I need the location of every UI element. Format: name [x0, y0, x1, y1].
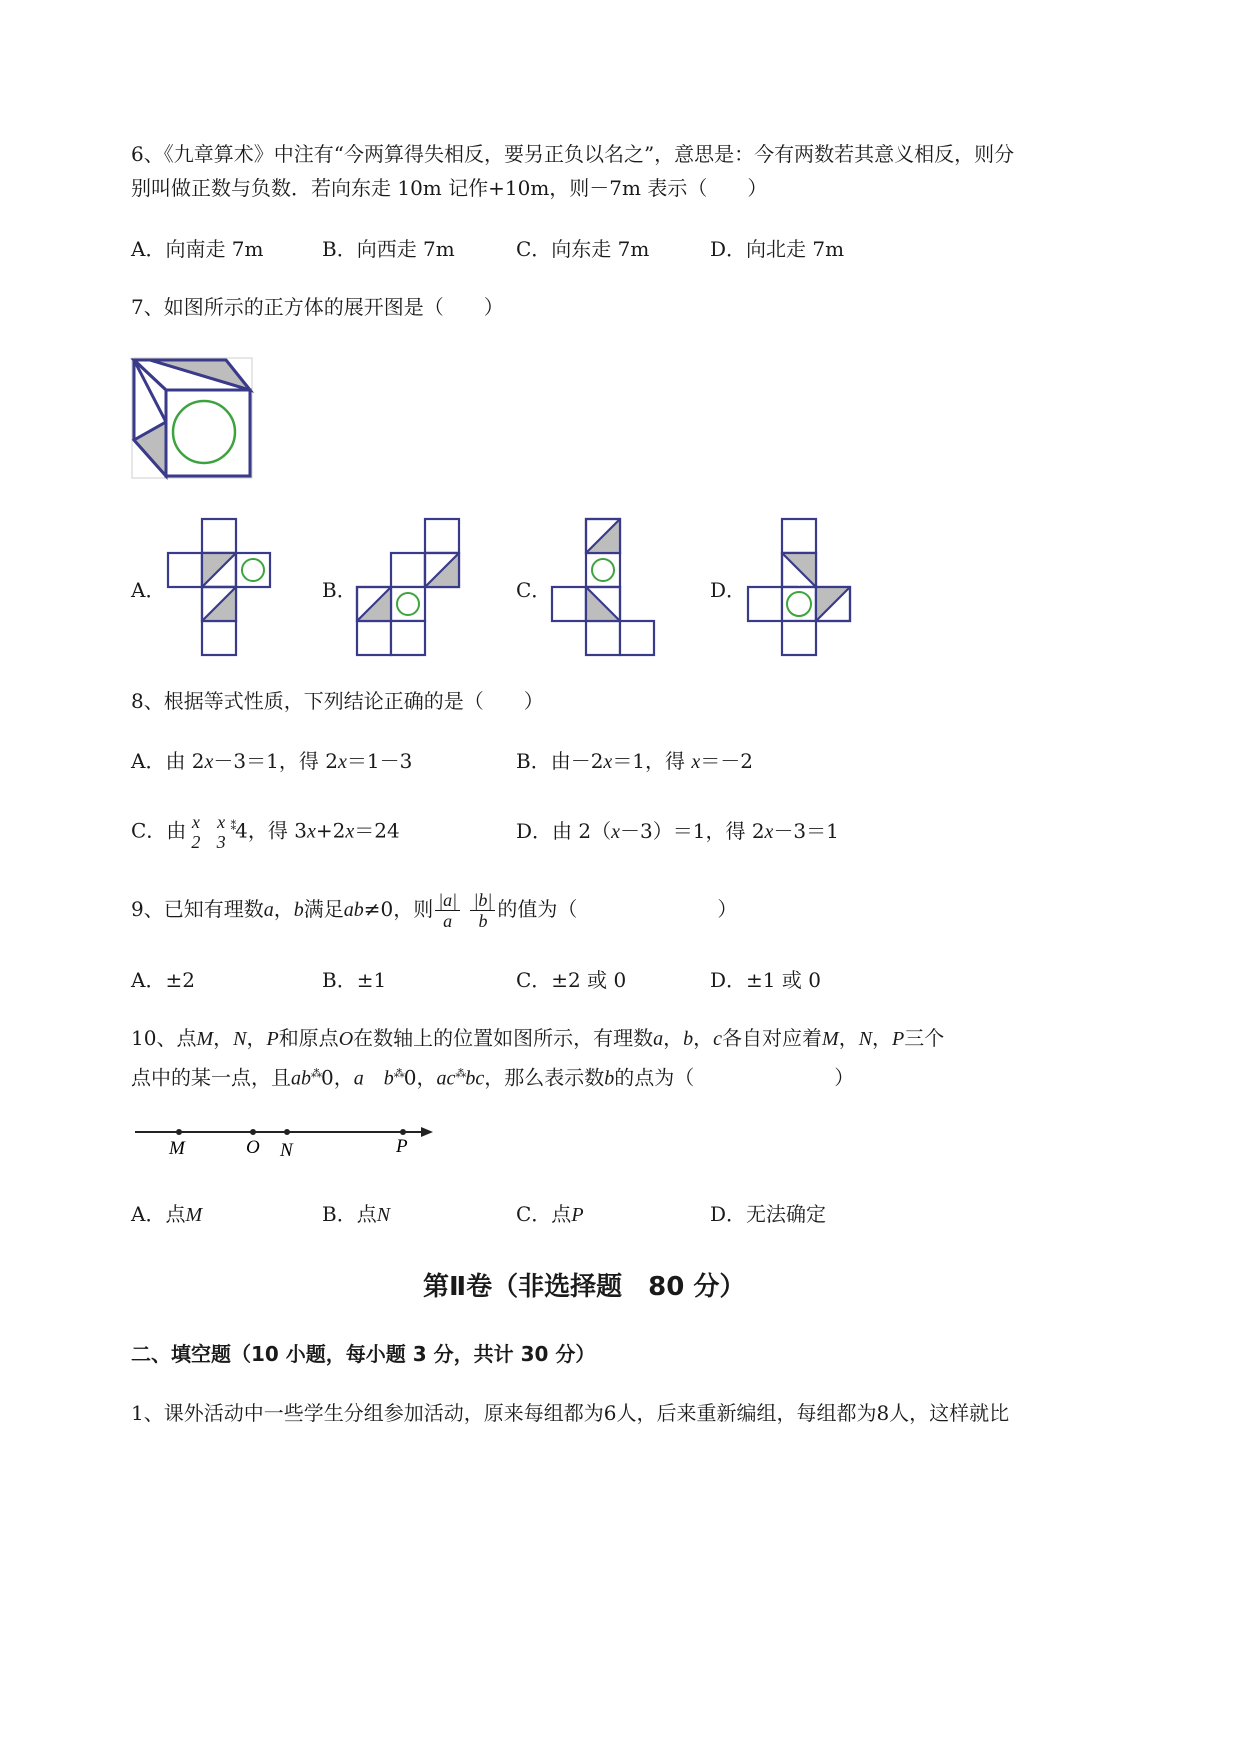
q6-option-b: B．向西走 7m: [322, 237, 455, 261]
q10-line2: 点中的某一点，且ab⁂0，a b⁂0，ac⁂bc，那么表示数b的点为（ ）: [131, 1065, 855, 1090]
q10-line1: 10、点M，N，P和原点O在数轴上的位置如图所示，有理数a，b，c各自对应着M，N，P三个: [131, 1026, 945, 1050]
q8-option-b: B．由－2x＝1，得 x＝－2: [516, 749, 754, 773]
q8-stem: 8、根据等式性质，下列结论正确的是（ ）: [131, 689, 544, 713]
section2-q1: 1、课外活动中一些学生分组参加活动，原来每组都为6人，后来重新编组，每组都为8人，这样就比: [131, 1401, 1010, 1425]
axis-label-n: N: [280, 1140, 293, 1161]
q7-cube-figure: [128, 352, 258, 482]
q8-option-a: A．由 2x－3＝1，得 2x＝1－3: [131, 749, 413, 773]
q7-label-d: D．: [710, 578, 747, 602]
arrow-right-icon: [421, 1127, 433, 1137]
q6-option-c: C．向东走 7m: [516, 237, 650, 261]
axis-label-m: M: [169, 1138, 185, 1159]
q9-option-c: C．±2 或 0: [516, 968, 627, 992]
axis-label-p: P: [396, 1136, 408, 1157]
q7-label-a: A．: [131, 578, 166, 602]
q10-option-b: B．点N: [322, 1202, 391, 1226]
q10-option-d: D．无法确定: [710, 1202, 827, 1226]
q6-option-d: D．向北走 7m: [710, 237, 845, 261]
q9-option-a: A．±2: [131, 968, 195, 992]
q9-option-d: D．±1 或 0: [710, 968, 821, 992]
point-o: [250, 1129, 256, 1135]
q6-line2: 别叫做正数与负数．若向东走 10m 记作+10m，则－7m 表示（ ）: [131, 176, 768, 200]
q7-net-b: [355, 515, 467, 657]
q7-net-a: [162, 515, 274, 657]
q10-number-line: [131, 1118, 441, 1162]
q7-stem: 7、如图所示的正方体的展开图是（ ）: [131, 295, 504, 319]
q7-label-b: B．: [322, 578, 357, 602]
point-m: [176, 1129, 182, 1135]
axis-label-o: O: [246, 1137, 260, 1158]
section2-title: 第Ⅱ卷（非选择题 80 分）: [423, 1272, 746, 1302]
q8-option-d: D．由 2（x－3）＝1，得 2x－3＝1: [516, 819, 839, 843]
q10-option-c: C．点P: [516, 1202, 584, 1226]
q8-option-c: C．由 x 2 x 3 ⁑4，得 3x+2x＝24: [131, 812, 400, 853]
section2-subtitle: 二、填空题（10 小题，每小题 3 分，共计 30 分）: [131, 1342, 596, 1366]
q9-stem: 9、已知有理数a，b满足ab≠0，则 $\frac{|a|}{a}$ $\frac{|b|}{b}$ 的值为（ ）: [131, 890, 738, 931]
point-p: [400, 1129, 406, 1135]
q10-option-a: A．点M: [131, 1202, 203, 1226]
q6-line1: 6、《九章算术》中注有“今两算得失相反，要另正负以名之”，意思是：今有两数若其意义相反，则分: [131, 142, 1015, 166]
q6-option-a: A．向南走 7m: [131, 237, 264, 261]
q7-net-d: [742, 515, 854, 657]
point-n: [284, 1129, 290, 1135]
q7-net-c: [549, 515, 661, 657]
q9-option-b: B．±1: [322, 968, 387, 992]
q7-label-c: C．: [516, 578, 552, 602]
